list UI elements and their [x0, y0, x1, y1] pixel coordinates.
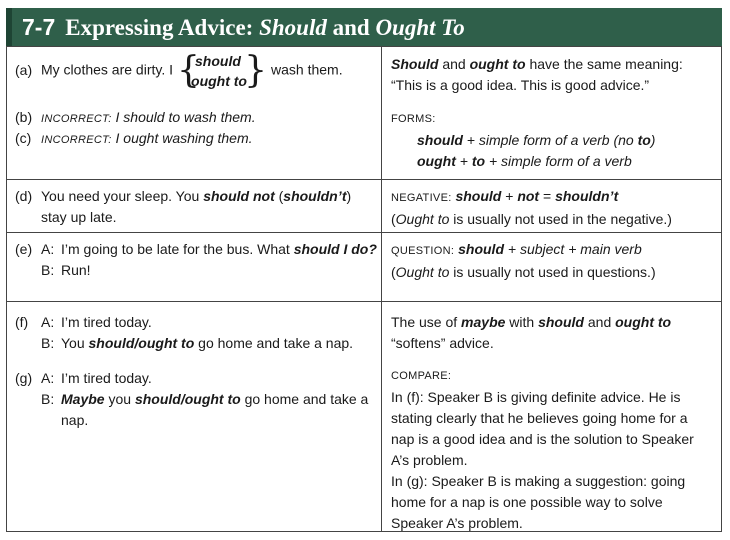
word-should: Should: [391, 56, 439, 72]
compare-label: COMPARE:: [391, 370, 452, 382]
text: you: [104, 391, 135, 407]
text: You need your sleep. You: [41, 188, 204, 204]
word-should-i-do: should I do?: [293, 241, 377, 257]
word-should-ought-to: should/ought to: [88, 335, 195, 351]
word-shouldnt: shouldn’t: [555, 188, 619, 204]
compare-f-line: In (f): Speaker B is giving definite advice. He is: [391, 389, 681, 405]
column-divider: [381, 47, 382, 531]
example-c-text: I ought washing them.: [115, 130, 253, 146]
speaker-b: B:: [41, 262, 55, 278]
example-g-line3: nap.: [61, 412, 89, 428]
should-ought-brace: [177, 51, 267, 91]
compare-g-line: Speaker A’s problem.: [391, 515, 523, 531]
text: and: [438, 56, 470, 72]
grammar-table: [6, 46, 722, 532]
compare-f-line: nap is a good idea and is the solution to Speaker: [391, 431, 694, 447]
text: ): [346, 188, 352, 204]
example-f: [15, 312, 377, 354]
speaker-b: B:: [41, 391, 55, 407]
word-should: should: [538, 314, 584, 330]
chart-header: [6, 8, 722, 46]
compare-f-line: A’s problem.: [391, 452, 468, 468]
word-maybe: Maybe: [61, 391, 105, 407]
incorrect-tag: INCORRECT:: [41, 134, 112, 146]
example-a-end: wash them.: [271, 61, 343, 78]
label-g: (g): [15, 370, 33, 386]
question-note: is usually not used in questions.): [449, 264, 656, 280]
text: I’m tired today.: [61, 314, 152, 330]
text: I’m going to be late for the bus. What: [61, 241, 294, 257]
text: go home and take a nap.: [194, 335, 354, 351]
example-d: [15, 186, 377, 228]
compare-g-line: In (g): Speaker B is making a suggestion: going: [391, 473, 686, 489]
forms-label: FORMS:: [391, 113, 436, 125]
row-divider: [7, 232, 721, 233]
chart-title-and: and: [326, 15, 376, 40]
text: Run!: [61, 262, 91, 278]
forms-section: [391, 109, 719, 172]
speaker-a: A:: [41, 314, 55, 330]
word-ought-to: ought to: [469, 56, 526, 72]
word-shouldnt: shouldn’t: [283, 188, 347, 204]
text: with: [505, 314, 539, 330]
word-should: should: [417, 132, 463, 148]
option-ought-to: ought to: [191, 73, 247, 89]
question-section: QUESTION: should + subject + main verb (Ought to is usually not used in questions.): [391, 241, 656, 280]
compare-g-line: home for a nap is one possible way to solve: [391, 494, 663, 510]
compare-section: [391, 366, 719, 534]
incorrect-tag: INCORRECT:: [41, 113, 112, 125]
text: and: [583, 314, 616, 330]
text: =: [539, 188, 556, 204]
negative-note: is usually not used in the negative.): [449, 211, 672, 227]
example-a: [15, 51, 377, 91]
text: ): [650, 132, 656, 148]
word-ought-to: ought to: [615, 314, 672, 330]
text: +: [455, 153, 472, 169]
speaker-a: A:: [41, 370, 55, 386]
maybe-explanation: [391, 312, 719, 354]
example-b-text: I should to wash them.: [115, 109, 256, 125]
speaker-a: A:: [41, 241, 55, 257]
text: (: [274, 188, 284, 204]
chart-title-ought-to: Ought To: [375, 15, 465, 40]
compare-f-line: stating clearly that he believes going home for a: [391, 410, 688, 426]
form-ought-to: [391, 151, 719, 172]
label-b: (b): [15, 109, 33, 125]
row-divider: [7, 179, 721, 180]
chart-title-should: Should: [259, 15, 327, 40]
example-e: [15, 239, 377, 281]
example-d-line2: stay up late.: [41, 209, 117, 225]
question-label: QUESTION:: [391, 245, 455, 257]
text: I’m tired today.: [61, 370, 152, 386]
right-brace: }: [244, 50, 268, 91]
word-ought: ought: [417, 153, 456, 169]
word-should: should: [455, 188, 502, 204]
text: You: [61, 335, 89, 351]
word-ought-to: Ought to: [395, 264, 450, 280]
label-e: (e): [15, 241, 33, 257]
label-d: (d): [15, 188, 33, 204]
text: + simple form of a verb (no: [462, 132, 638, 148]
row-divider: [7, 301, 721, 302]
word-not: not: [517, 188, 540, 204]
option-should: should: [195, 53, 241, 69]
meaning-quote: “This is a good idea. This is good advice.”: [391, 77, 650, 93]
chart-title-plain: Expressing Advice:: [65, 15, 260, 40]
text: go home and take a: [240, 391, 369, 407]
word-should-not: should not: [203, 188, 275, 204]
form-should: [391, 130, 719, 151]
text: have the same meaning:: [525, 56, 683, 72]
text: +: [501, 188, 518, 204]
label-a: (a): [15, 61, 33, 78]
text: + subject + main verb: [504, 241, 642, 257]
word-to: to: [471, 153, 486, 169]
text: + simple form of a verb: [485, 153, 632, 169]
text: The use of: [391, 314, 462, 330]
word-should: should: [458, 241, 504, 257]
grammar-chart: [6, 8, 722, 532]
example-c: [15, 128, 377, 151]
word-should-ought-to: should/ought to: [134, 391, 241, 407]
meaning-explanation: [391, 54, 719, 96]
label-c: (c): [15, 130, 32, 146]
word-ought-to: Ought to: [395, 211, 450, 227]
speaker-b: B:: [41, 335, 55, 351]
chart-number: 7-7: [22, 14, 56, 40]
example-a-text: My clothes are dirty. I: [41, 61, 174, 78]
left-brace: {: [177, 50, 200, 91]
example-g: [15, 368, 377, 431]
label-f: (f): [15, 314, 29, 330]
example-b: [15, 107, 377, 130]
softens-advice: “softens” advice.: [391, 335, 494, 351]
word-to: to: [637, 132, 651, 148]
negative-section: NEGATIVE: should + not = shouldn’t (Ought to is usually not used in the negative.): [391, 188, 672, 227]
negative-label: NEGATIVE:: [391, 192, 452, 204]
word-maybe: maybe: [461, 314, 506, 330]
